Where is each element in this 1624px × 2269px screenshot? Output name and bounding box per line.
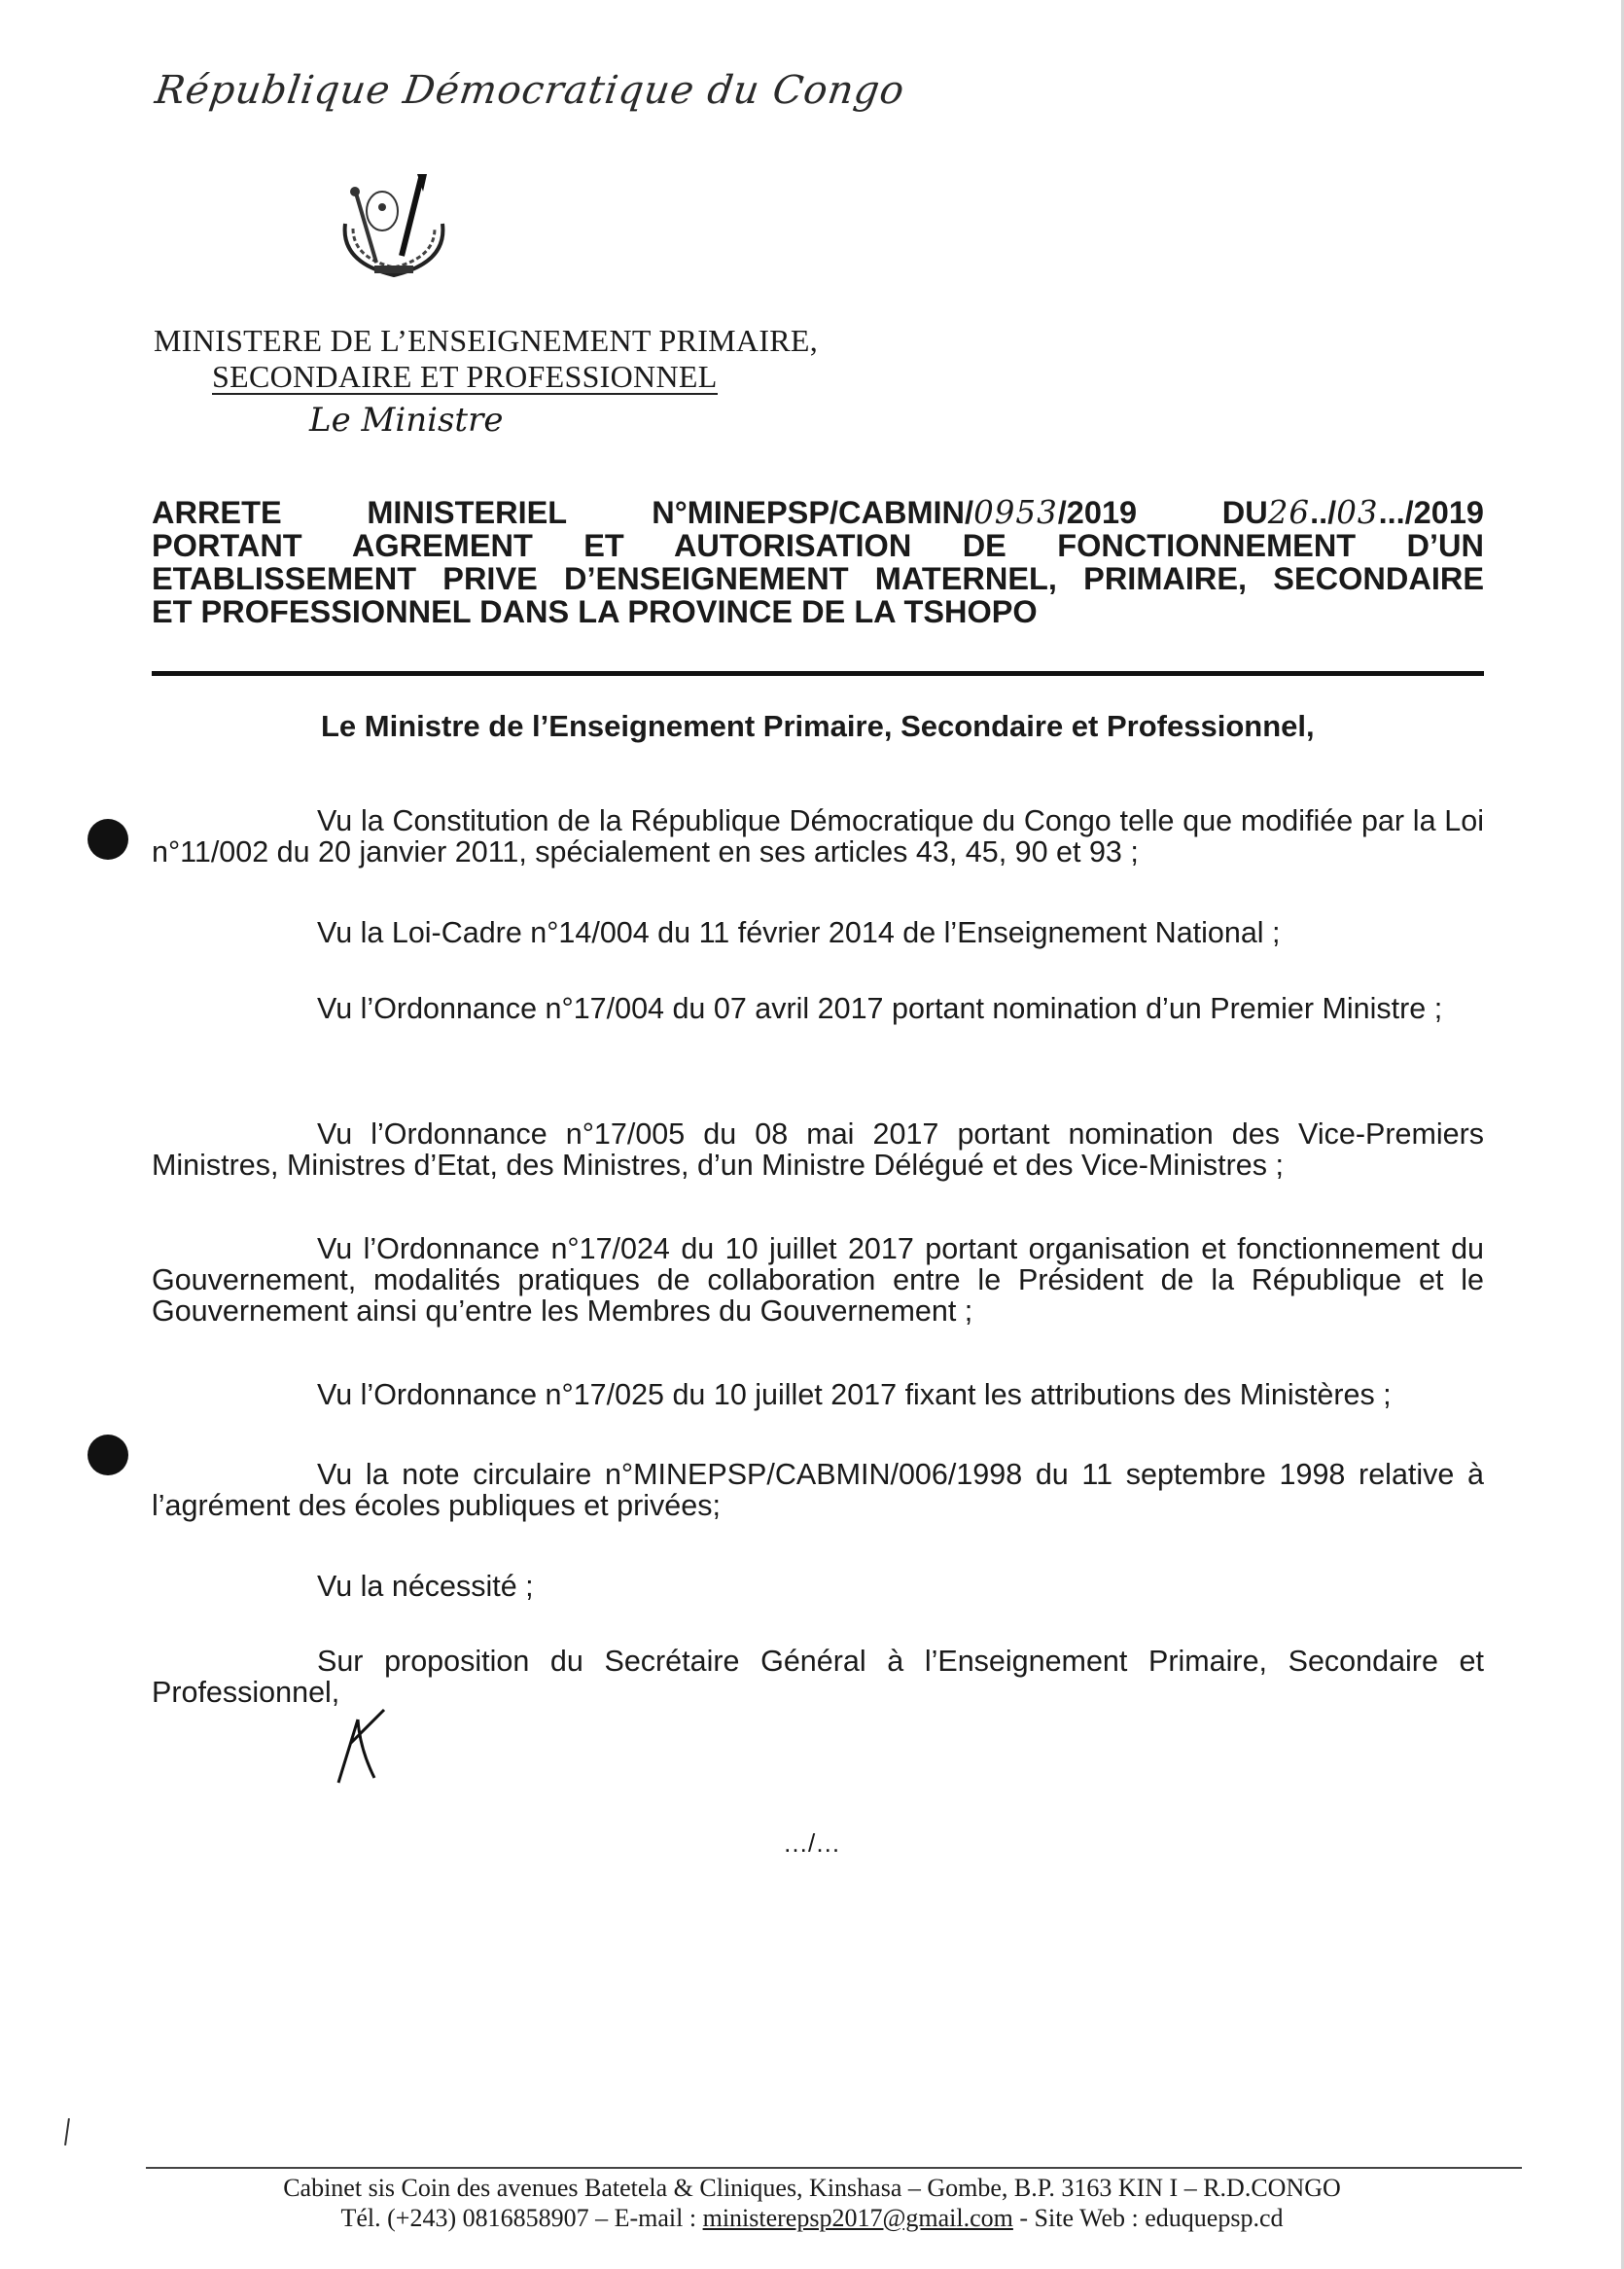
consideration-necessite: Vu la nécessité ; <box>317 1570 534 1603</box>
arrete-date-month: 03 <box>1336 494 1379 531</box>
footer-phone: Tél. (+243) 0816858907 – E-mail : <box>340 2204 703 2232</box>
continuation-mark: …/… <box>783 1828 841 1858</box>
ministry-name-line2: SECONDAIRE ET PROFESSIONNEL <box>212 359 718 394</box>
arrete-title-line2: PORTANT AGREMENT ET AUTORISATION DE FONCTIONNEMENT D’UN <box>152 528 1484 563</box>
footer-website: - Site Web : eduquepsp.cd <box>1012 2204 1284 2232</box>
punch-hole-mark <box>88 819 128 860</box>
arrete-title-block <box>152 496 1484 628</box>
footer-divider <box>146 2167 1522 2169</box>
footer-email-link[interactable]: ministerepsp2017@gmail.com <box>702 2204 1013 2232</box>
arrete-title-line4: ET PROFESSIONNEL DANS LA PROVINCE DE LA TSHOPO <box>152 594 1038 629</box>
preamble-title: Le Ministre de l’Enseignement Primaire, Secondaire et Professionnel, <box>321 709 1315 743</box>
title-divider <box>152 671 1484 676</box>
punch-hole-mark <box>88 1435 128 1475</box>
consideration-ordonnance-gouvernement: Vu l’Ordonnance n°17/024 du 10 juillet 2017 portant organisation et fonctionnement du Gouvernement, modalités pratiques de collaboration entre le Président de la République et le Gouvernement ainsi qu’entre les Membres du Gouvernement ; <box>152 1232 1484 1328</box>
consideration-proposition: Sur proposition du Secrétaire Général à l’Enseignement Primaire, Secondaire et Professionnel, <box>152 1645 1484 1709</box>
ministry-name-line1: MINISTERE DE L’ENSEIGNEMENT PRIMAIRE, <box>154 323 819 358</box>
arrete-date-day: 26 <box>1267 494 1311 531</box>
arrete-date-separator: ../ <box>1310 495 1337 530</box>
consideration-ordonnance-attributions: Vu l’Ordonnance n°17/025 du 10 juillet 2017 fixant les attributions des Ministères ; <box>317 1378 1392 1411</box>
country-header: République Démocratique du Congo <box>152 68 908 113</box>
consideration-loi-cadre: Vu la Loi-Cadre n°14/004 du 11 février 2014 de l’Enseignement National ; <box>317 916 1281 949</box>
minister-title: Le Ministre <box>309 401 504 440</box>
coat-of-arms-emblem <box>326 170 462 282</box>
arrete-date-year: .../2019 <box>1378 495 1484 530</box>
arrete-ref-number: 0953 <box>973 494 1058 531</box>
arrete-reference-line <box>152 496 1484 529</box>
consideration-note-circulaire: Vu la note circulaire n°MINEPSP/CABMIN/006/1998 du 11 septembre 1998 relative à l’agrément des écoles publiques et privées; <box>152 1458 1484 1522</box>
consideration-ordonnance-vice-premiers: Vu l’Ordonnance n°17/005 du 08 mai 2017 portant nomination des Vice-Premiers Ministres, Ministres d’Etat, des Ministres, d’un Ministre Délégué et des Vice-Ministres ; <box>152 1117 1484 1182</box>
arrete-title-line3: ETABLISSEMENT PRIVE D’ENSEIGNEMENT MATERNEL, PRIMAIRE, SECONDAIRE <box>152 561 1484 596</box>
margin-mark <box>64 2118 70 2145</box>
initials-paraph <box>331 1700 389 1788</box>
consideration-constitution: Vu la Constitution de la République Démocratique du Congo telle que modifiée par la Loi n°11/002 du 20 janvier 2011, spécialement en ses articles 43, 45, 90 et 93 ; <box>152 804 1484 869</box>
footer-address: Cabinet sis Coin des avenues Batetela & Cliniques, Kinshasa – Gombe, B.P. 3163 KIN I – R.D.CONGO <box>283 2174 1341 2202</box>
consideration-ordonnance-premier-ministre: Vu l’Ordonnance n°17/004 du 07 avril 2017 portant nomination d’un Premier Ministre ; <box>317 992 1443 1025</box>
footer-contact <box>0 2204 1624 2233</box>
arrete-ref-prefix: ARRETE MINISTERIEL N°MINEPSP/CABMIN/ <box>152 495 974 530</box>
arrete-ref-year: /2019 DU <box>1057 495 1268 530</box>
